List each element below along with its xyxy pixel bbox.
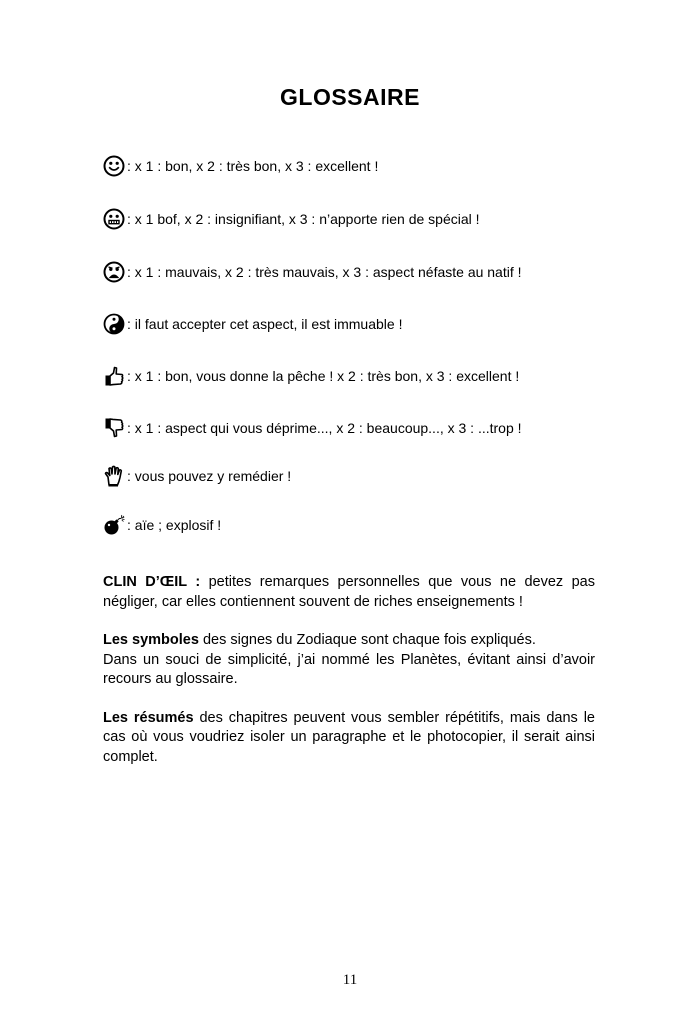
glossary-text: : x 1 : aspect qui vous déprime..., x 2 : beaucoup..., x 3 : ...trop !	[127, 420, 522, 436]
glossary-text: : x 1 bof, x 2 : insignifiant, x 3 : n’apporte rien de spécial !	[127, 211, 480, 227]
symboles-paragraph: Les symboles des signes du Zodiaque sont chaque fois expliqués. Dans un souci de simplicité, j’ai nommé les Planètes, évitant ainsi d’avoir recours au glossaire.	[103, 632, 595, 687]
glossary-entry-thumbs-down	[103, 415, 522, 441]
glossary-entry-yin-yang	[103, 311, 402, 337]
glossary-entry-happy	[103, 153, 378, 179]
thumbs-down-icon	[103, 417, 125, 439]
glossary-text: : vous pouvez y remédier !	[127, 468, 292, 484]
smiley-happy-icon	[103, 155, 125, 177]
glossary-entry-sad	[103, 259, 522, 285]
glossary-entry-neutral	[103, 206, 480, 232]
smiley-neutral-icon	[103, 208, 125, 230]
glossary-text: : x 1 : mauvais, x 2 : très mauvais, x 3 : aspect néfaste au natif !	[127, 264, 522, 280]
symboles-label: Les symboles	[103, 632, 199, 648]
page-number: 11	[342, 972, 358, 988]
bomb-icon	[103, 514, 125, 536]
resumes-label: Les résumés	[103, 709, 194, 726]
thumbs-up-icon	[103, 365, 125, 387]
smiley-sad-icon	[103, 261, 125, 283]
yin-yang-icon	[103, 313, 125, 335]
glossary-entry-thumbs-up	[103, 363, 519, 389]
clin-doeil-label: CLIN D’ŒIL :	[103, 574, 201, 590]
clin-doeil-paragraph: CLIN D’ŒIL : petites remarques personnelles que vous ne devez pas négliger, car elles contiennent souvent de riches enseignements !	[103, 574, 595, 610]
glossary-text: : x 1 : bon, x 2 : très bon, x 3 : excellent !	[127, 158, 379, 174]
glossary-text: : il faut accepter cet aspect, il est immuable !	[127, 316, 403, 332]
page-title: GLOSSAIRE	[280, 84, 420, 110]
glossary-entry-hand	[103, 463, 291, 489]
body-paragraphs	[103, 573, 595, 786]
glossary-text: : x 1 : bon, vous donne la pêche ! x 2 : très bon, x 3 : excellent !	[127, 368, 520, 384]
glossary-entry-bomb	[103, 512, 221, 538]
raised-hand-icon	[103, 465, 125, 487]
glossary-text: : aïe ; explosif !	[127, 517, 222, 533]
resumes-paragraph: Les résumés des chapitres peuvent vous sembler répétitifs, mais dans le cas où vous voudriez isoler un paragraphe et le photocopier, il serait ainsi complet.	[103, 709, 595, 765]
